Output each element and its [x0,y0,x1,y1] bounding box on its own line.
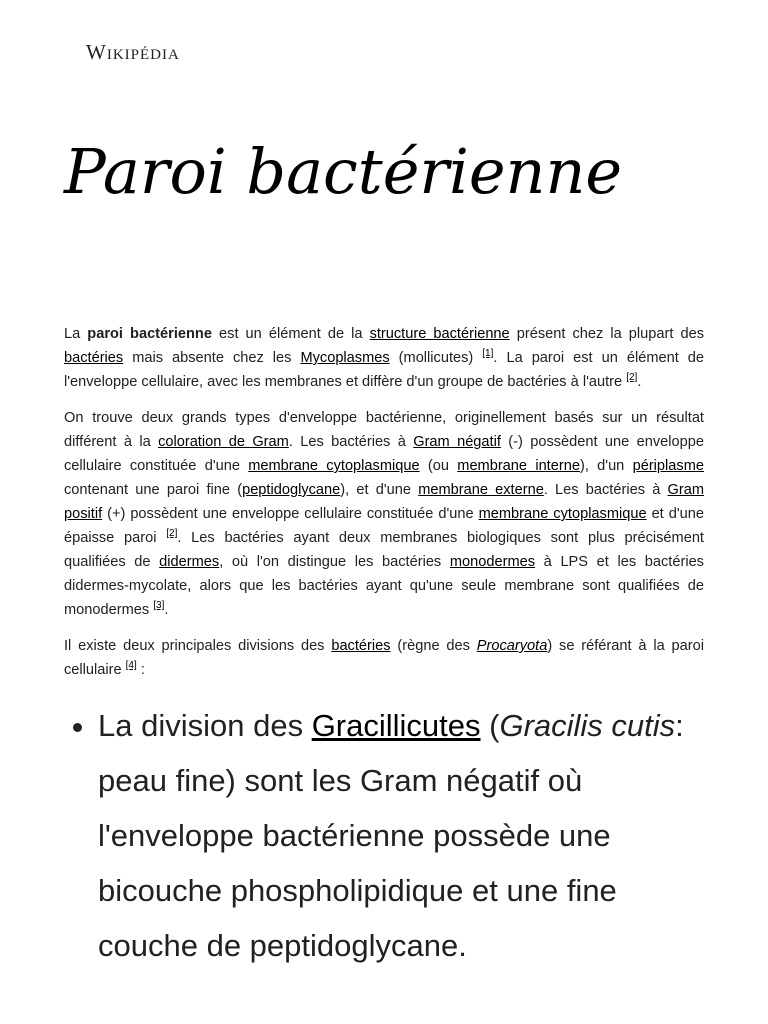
text: La division des [98,708,312,743]
text: , où l'on distingue les bactéries [219,554,450,570]
link-gram-negatif[interactable]: Gram négatif [413,434,501,450]
text: . Les bactéries ayant deux membranes biologiques sont plus précisément qualifiées de [64,530,704,570]
text: est un élément de la [211,326,370,342]
text: On trouve deux grands types d'enveloppe bactérienne, originellement basés sur un résultat différent à la [64,410,704,450]
text: : peau fine) sont les Gram négatif où l'enveloppe bactérienne possède une bicouche phospholipidique et une fine couche de peptidoglycane. [98,708,684,963]
text: ) se référant à la paroi cellulaire [64,638,704,678]
text: à LPS et les bactéries didermes-mycolate, alors que les bactéries ayant qu'une seule membrane sont qualifiées de monodermes [64,554,704,618]
reference-2 [626,372,637,383]
link-procaryota[interactable]: Procaryota [476,638,548,654]
reference-4 [126,660,137,671]
text: ), et d'une [340,482,419,498]
link-didermes[interactable]: didermes [159,554,220,570]
text: . La paroi est un élément de l'enveloppe cellulaire, avec les membranes et diffère d'un groupe de bactéries à l'autre [64,350,704,390]
link-membrane-externe[interactable]: membrane externe [418,482,544,498]
text: (ou [419,458,458,474]
text: (+) possèdent une enveloppe cellulaire constituée d'une [102,506,479,522]
reference-link-1[interactable]: [1] [482,348,494,360]
envelope-paragraph [64,406,704,622]
text: (règne des [390,638,477,654]
article-body [64,322,704,694]
link-bacteries[interactable]: bactéries [64,350,124,366]
text: présent chez la plupart des [509,326,704,342]
intro-paragraph [64,322,704,394]
text: : [136,662,145,678]
list-item [98,698,704,973]
text: contenant une paroi fine ( [64,482,243,498]
reference-3 [153,600,164,611]
link-mycoplasmes[interactable]: Mycoplasmes [300,350,390,366]
text: . Les bactéries à [288,434,414,450]
link-periplasme[interactable]: périplasme [632,458,704,474]
text: (mollicutes) [389,350,483,366]
divisions-paragraph [64,634,704,682]
link-membrane-cytoplasmique-2[interactable]: membrane cytoplasmique [478,506,647,522]
link-structure-bacterienne[interactable]: structure bactérienne [369,326,510,342]
link-membrane-interne[interactable]: membrane interne [457,458,580,474]
link-gram-positif[interactable]: Gram positif [64,482,704,522]
link-peptidoglycane[interactable]: peptidoglycane [242,482,341,498]
wikipedia-logo[interactable]: Wikipédia [86,40,180,64]
reference-link-3[interactable]: [3] [153,600,165,612]
reference-2b [166,528,177,539]
text: . Les bactéries à [543,482,668,498]
reference-link-4[interactable]: [4] [125,660,137,672]
bold-term: paroi bactérienne [87,326,212,342]
reference-link-2b[interactable]: [2] [166,528,178,540]
text: Il existe deux principales divisions des [64,638,332,654]
reference-1 [482,348,493,359]
latin-term: Gracilis cutis [499,708,676,743]
link-monodermes[interactable]: monodermes [449,554,536,570]
link-membrane-cytoplasmique[interactable]: membrane cytoplasmique [248,458,420,474]
text: . [164,602,169,618]
link-gracillicutes[interactable]: Gracillicutes [311,708,481,743]
link-coloration-de-gram[interactable]: coloration de Gram [158,434,289,450]
text: et d'une épaisse paroi [64,506,704,546]
page-title: Paroi bactérienne [64,135,623,208]
text: ( [480,708,500,743]
reference-link-2[interactable]: [2] [626,372,638,384]
divisions-list [64,698,704,973]
text: La [64,326,88,342]
text: mais absente chez les [123,350,301,366]
link-bacteries-2[interactable]: bactéries [331,638,391,654]
text: (-) possèdent une enveloppe cellulaire constituée d'une [64,434,705,474]
text: . [637,374,642,390]
text: ), d'un [579,458,633,474]
